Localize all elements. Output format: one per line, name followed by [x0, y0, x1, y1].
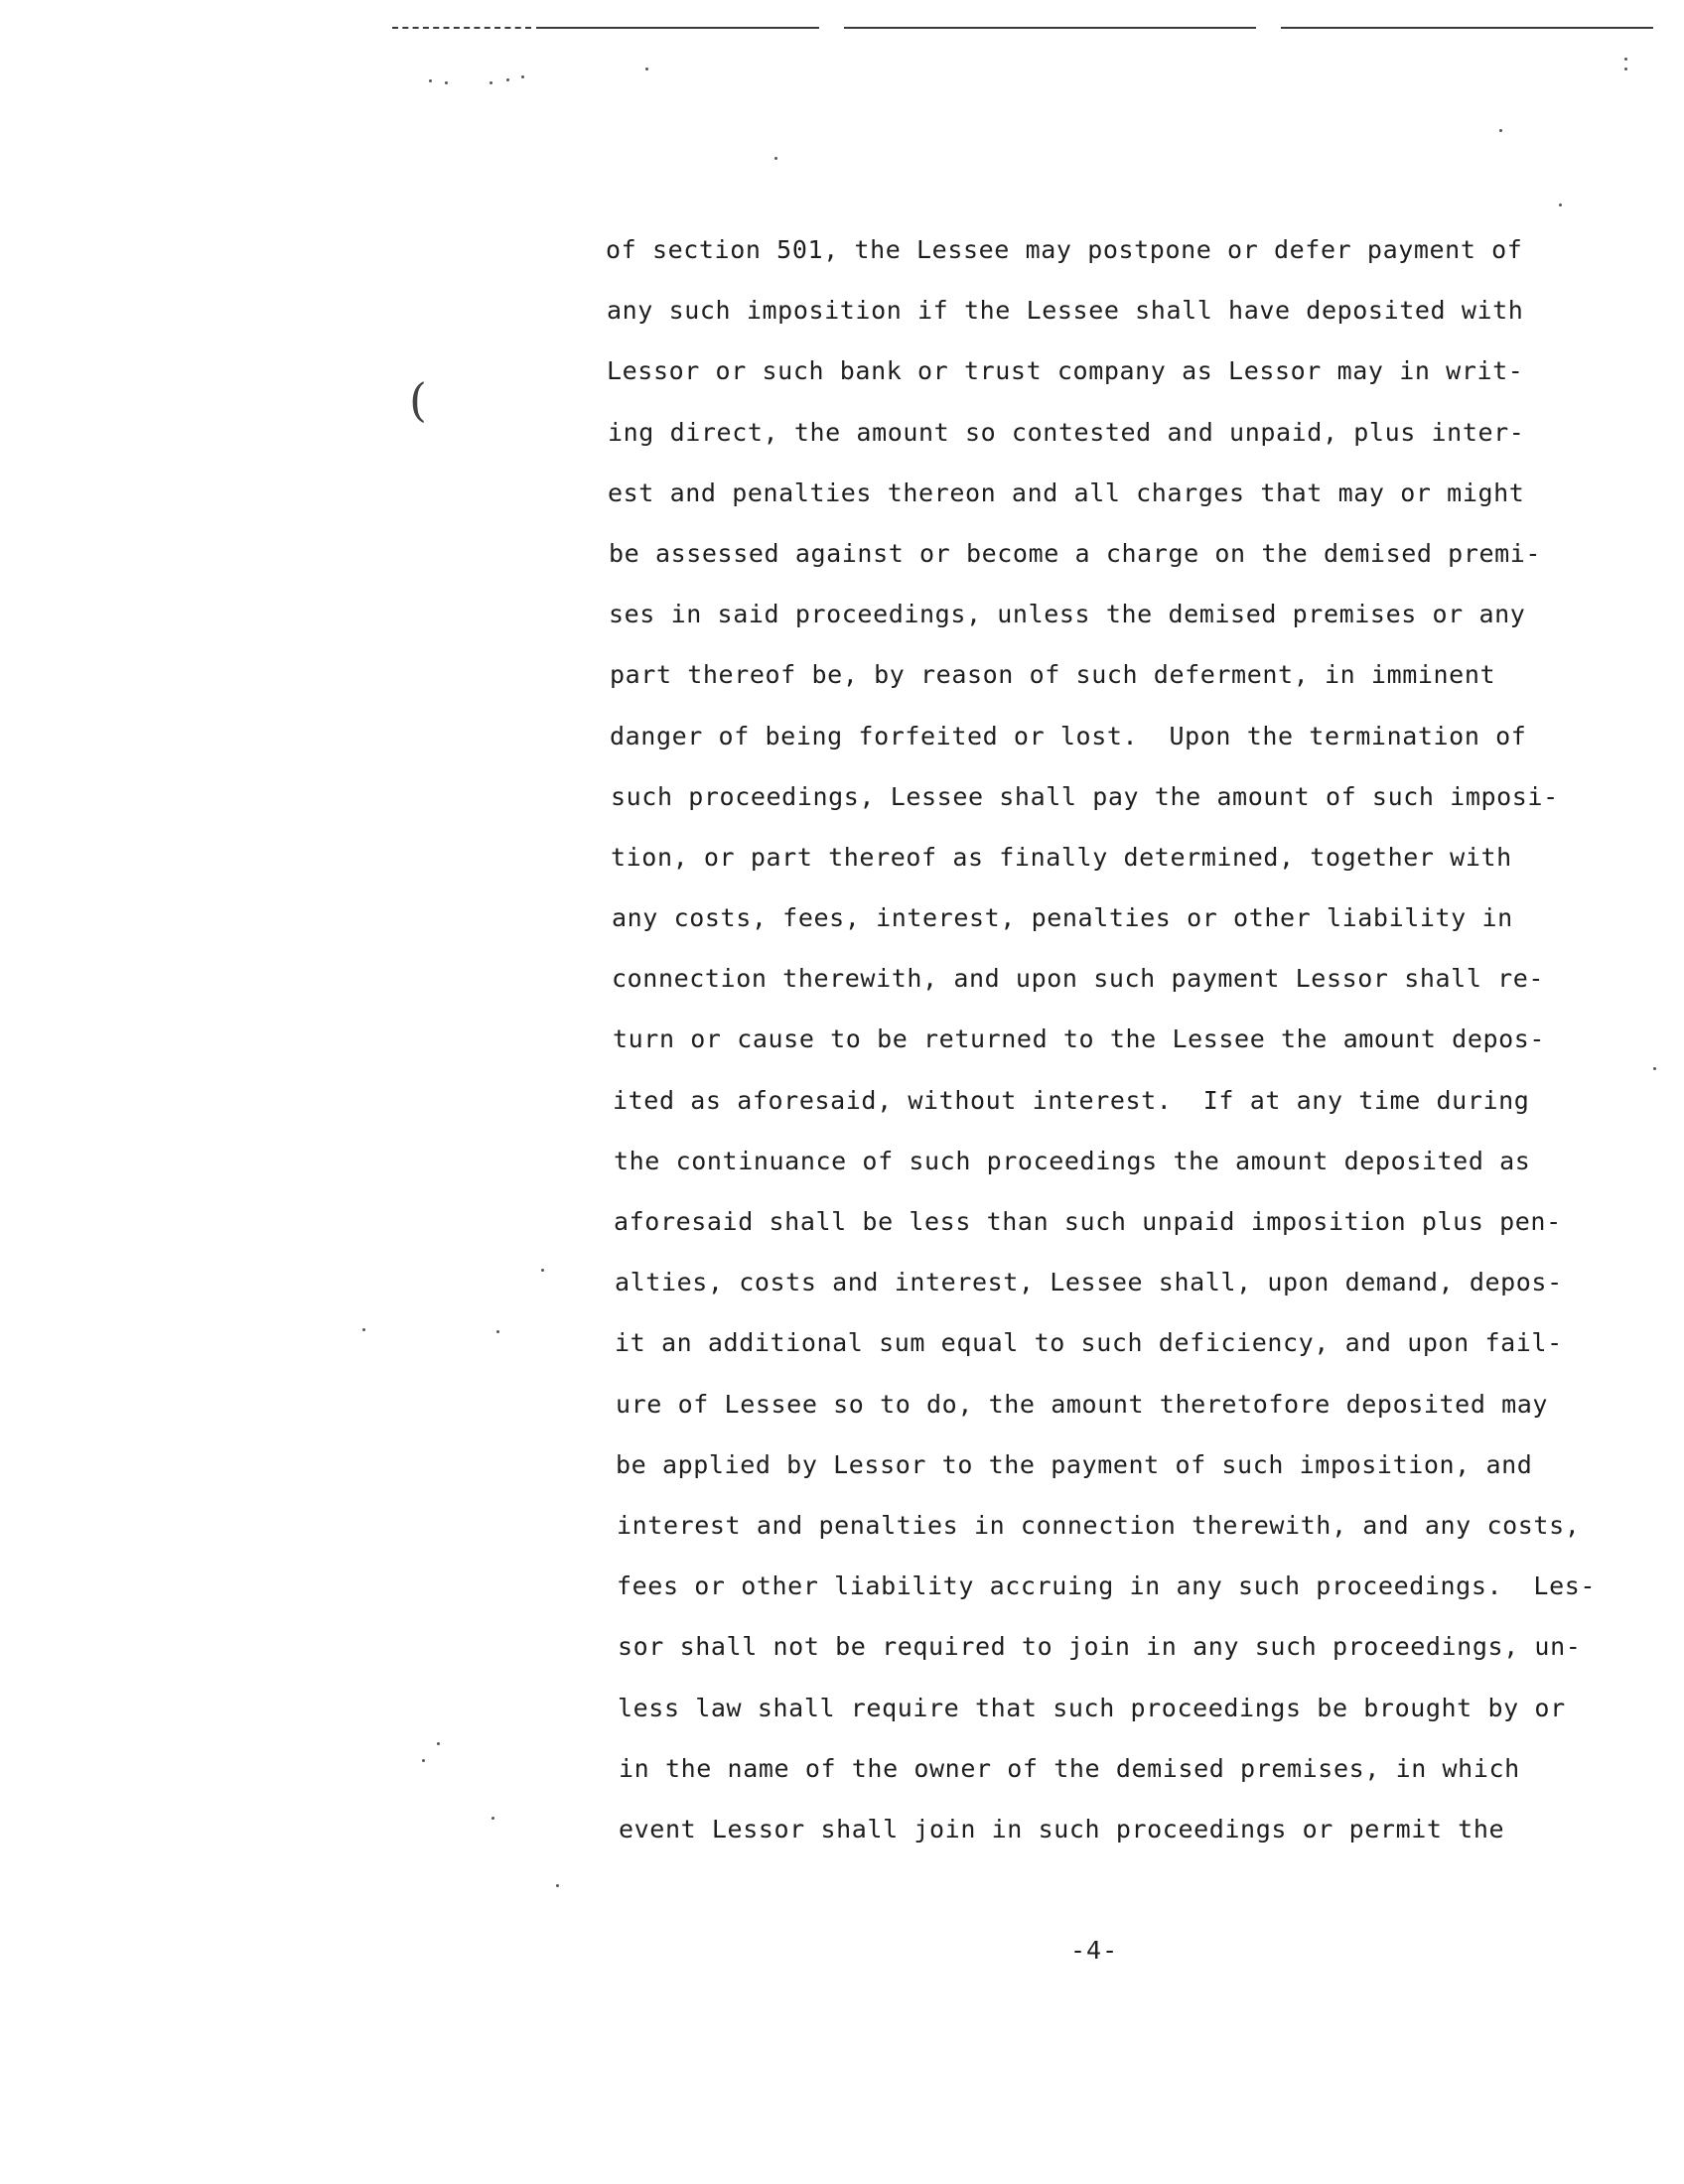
- text-line: any such imposition if the Lessee shall have deposited with: [607, 296, 1524, 326]
- scan-speck: [1624, 68, 1627, 70]
- text-line: any costs, fees, interest, penalties or other liability in: [612, 903, 1513, 933]
- scan-speck: [541, 1269, 544, 1272]
- scan-speck: [429, 79, 432, 82]
- text-line: event Lessor shall join in such proceedings or permit the: [619, 1814, 1505, 1843]
- text-line: such proceedings, Lessee shall pay the amount of such imposi-: [611, 781, 1559, 811]
- text-line: it an additional sum equal to such deficiency, and upon fail-: [615, 1328, 1563, 1358]
- text-line: part thereof be, by reason of such deferment, in imminent: [610, 660, 1496, 690]
- scan-speck: [556, 1884, 559, 1887]
- scan-speck: [491, 1817, 494, 1820]
- top-rule-segment: [392, 27, 531, 29]
- scan-speck: [645, 68, 648, 70]
- text-line: interest and penalties in connection therewith, and any costs,: [617, 1510, 1581, 1540]
- text-line: the continuance of such proceedings the amount deposited as: [614, 1146, 1531, 1175]
- top-rule-segment: [1281, 27, 1653, 29]
- text-line: Lessor or such bank or trust company as Lessor may in writ-: [607, 356, 1524, 386]
- scan-speck: [437, 1742, 440, 1745]
- text-line: of section 501, the Lessee may postpone or defer payment of: [606, 235, 1523, 264]
- text-line: less law shall require that such proceedings be brought by or: [618, 1693, 1566, 1722]
- top-rule-segment: [844, 27, 1256, 29]
- top-rule-segment: [536, 27, 819, 29]
- body-text: [606, 230, 1658, 1870]
- scan-speck: [1559, 204, 1562, 206]
- text-line: turn or cause to be returned to the Lessee the amount depos-: [613, 1024, 1546, 1054]
- scan-speck: [774, 157, 777, 160]
- text-line: aforesaid shall be less than such unpaid imposition plus pen-: [614, 1207, 1562, 1236]
- text-line: connection therewith, and upon such payment Lessor shall re-: [612, 964, 1545, 994]
- scan-speck: [1624, 58, 1627, 61]
- scan-speck: [490, 81, 492, 84]
- scan-speck: [362, 1328, 365, 1331]
- text-line: in the name of the owner of the demised premises, in which: [619, 1753, 1520, 1783]
- scan-speck: [422, 1759, 425, 1762]
- text-line: ing direct, the amount so contested and unpaid, plus inter-: [608, 417, 1525, 447]
- scan-speck: [506, 78, 509, 81]
- text-line: sor shall not be required to join in any such proceedings, un-: [618, 1632, 1582, 1662]
- text-line: est and penalties thereon and all charges that may or might: [608, 478, 1525, 507]
- text-line: danger of being forfeited or lost. Upon the termination of: [610, 721, 1527, 751]
- text-line: alties, costs and interest, Lessee shall, upon demand, depos-: [615, 1268, 1563, 1297]
- page-number: -4-: [1070, 1936, 1119, 1965]
- scan-speck: [521, 75, 524, 78]
- text-line: ses in said proceedings, unless the demised premises or any: [609, 600, 1526, 629]
- text-line: be applied by Lessor to the payment of such imposition, and: [616, 1449, 1533, 1479]
- scan-speck: [1499, 129, 1502, 132]
- scan-speck: [496, 1330, 499, 1333]
- text-line: tion, or part thereof as finally determined, together with: [611, 842, 1512, 872]
- text-line: fees or other liability accruing in any such proceedings. Les-: [617, 1571, 1597, 1601]
- scan-speck: [445, 81, 448, 84]
- margin-paren-mark: (: [409, 373, 427, 427]
- text-line: ure of Lessee so to do, the amount theretofore deposited may: [616, 1389, 1549, 1419]
- text-line: be assessed against or become a charge on the demised premi-: [609, 538, 1542, 568]
- text-line: ited as aforesaid, without interest. If at any time during: [613, 1085, 1530, 1115]
